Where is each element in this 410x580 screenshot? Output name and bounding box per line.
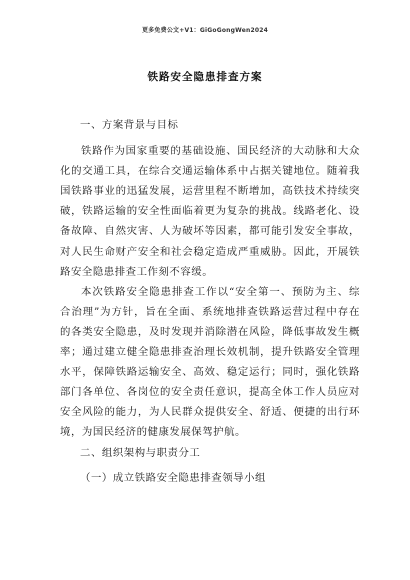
header-note: 更多免费公文+V1：GiGoGongWen2024 bbox=[142, 27, 268, 34]
paragraph-objectives: 本次铁路安全隐患排查工作以“安全第一、预防为主、综合治理”为方针，旨在全面、系统地排查铁路运营过程中存在的各类安全隐患，及时发现并消除潜在风险，降低事故发生概率；通过建立健全隐患排查治理长效机制，提升铁路安全管理水平，保障铁路运输安全、高效、稳定运行；同时，强化铁路部门各单位、各岗位的安全责任意识，提高全体工作人员应对安全风险的能力，为人民群众提供安全、舒适、便捷的出行环境，为国民经济的健康发展保驾护航。 bbox=[60, 285, 360, 439]
subsection-heading-leading-group: （一）成立铁路安全隐患排查领导小组 bbox=[80, 471, 266, 484]
section-heading-background: 一、方案背景与目标 bbox=[80, 119, 179, 131]
section-heading-organization: 二、组织架构与职责分工 bbox=[80, 446, 201, 459]
document-title: 铁路安全隐患排查方案 bbox=[147, 71, 263, 83]
paragraph-background: 铁路作为国家重要的基础设施、国民经济的大动脉和大众化的交通工具，在综合交通运输体系中占据关键地位。随着我国铁路事业的迅猛发展，运营里程不断增加，高铁技术持续突破，铁路运输的安全性面临着更为复杂的挑战。线路老化、设备故障、自然灾害、人为破坏等因素，都可能引发安全事故，对人民生命财产安全和社会稳定造成严重威胁。因此，开展铁路安全隐患排查工作刻不容缓。 bbox=[60, 145, 360, 278]
document-body bbox=[60, 115, 360, 493]
